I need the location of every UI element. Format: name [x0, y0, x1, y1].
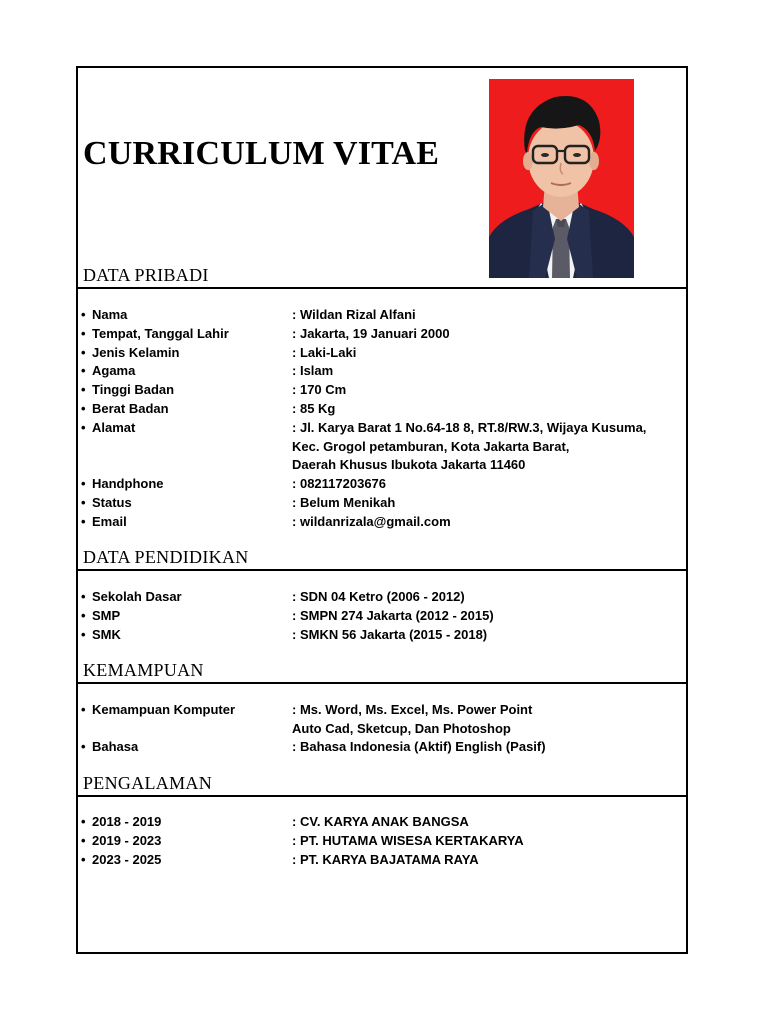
field-value: : Jakarta, 19 Januari 2000 — [292, 326, 450, 341]
field-label: Alamat — [92, 420, 136, 435]
field-label: Nama — [92, 307, 128, 322]
bullet-icon: • — [81, 476, 86, 491]
document-title: CURRICULUM VITAE — [83, 135, 440, 172]
field-label: Sekolah Dasar — [92, 589, 182, 604]
bullet-icon: • — [81, 495, 86, 510]
field-value: : 170 Cm — [292, 382, 347, 397]
field-label: SMK — [92, 627, 121, 642]
list-item — [78, 606, 678, 625]
field-label: 2019 - 2023 — [92, 833, 162, 848]
field-label: Bahasa — [92, 739, 139, 754]
field-value: : SDN 04 Ketro (2006 - 2012) — [292, 589, 465, 604]
bullet-icon: • — [81, 627, 86, 642]
section-divider — [78, 569, 686, 571]
field-label: 2023 - 2025 — [92, 852, 162, 867]
section-divider — [78, 287, 686, 289]
bullet-icon: • — [81, 382, 86, 397]
list-item — [78, 625, 678, 644]
field-value-continuation: Kec. Grogol petamburan, Kota Jakarta Barat, — [292, 439, 570, 454]
field-label: SMP — [92, 608, 121, 623]
field-value: : Belum Menikah — [292, 495, 396, 510]
field-value: : Islam — [292, 363, 334, 378]
field-label: Agama — [92, 363, 136, 378]
field-value: : wildanrizala@gmail.com — [292, 514, 451, 529]
cv-frame — [76, 66, 688, 954]
field-value: : PT. HUTAMA WISESA KERTAKARYA — [292, 833, 524, 848]
field-value: : Laki-Laki — [292, 345, 357, 360]
list-item — [78, 474, 678, 493]
field-value: : Wildan Rizal Alfani — [292, 307, 416, 322]
section-divider — [78, 682, 686, 684]
field-value: : Jl. Karya Barat 1 No.64-18 8, RT.8/RW.3, Wijaya Kusuma, — [292, 420, 647, 435]
bullet-icon: • — [81, 307, 86, 322]
field-value: : 85 Kg — [292, 401, 336, 416]
bullet-icon: • — [81, 401, 86, 416]
list-item — [78, 850, 678, 869]
list-item — [78, 418, 678, 437]
field-value: : Bahasa Indonesia (Aktif) English (Pasif) — [292, 739, 546, 754]
section-divider — [78, 795, 686, 797]
field-value-continuation: Auto Cad, Sketcup, Dan Photoshop — [292, 721, 511, 736]
bullet-icon: • — [81, 363, 86, 378]
list-item — [78, 343, 678, 362]
list-item — [78, 812, 678, 831]
list-item — [78, 305, 678, 324]
field-value: : 082117203676 — [292, 476, 387, 491]
field-value: : CV. KARYA ANAK BANGSA — [292, 814, 469, 829]
list-item — [78, 493, 678, 512]
field-label: Jenis Kelamin — [92, 345, 180, 360]
portrait-icon — [489, 79, 634, 278]
section-title-kemampuan: KEMAMPUAN — [83, 660, 204, 680]
list-item — [78, 380, 678, 399]
bullet-icon: • — [81, 739, 86, 754]
field-value: : SMKN 56 Jakarta (2015 - 2018) — [292, 627, 488, 642]
section-title-pengalaman: PENGALAMAN — [83, 773, 212, 793]
field-label: Email — [92, 514, 127, 529]
list-item — [78, 324, 678, 343]
bullet-icon: • — [81, 514, 86, 529]
bullet-icon: • — [81, 326, 86, 341]
profile-photo — [489, 79, 634, 278]
field-label: Kemampuan Komputer — [92, 702, 236, 717]
list-item — [78, 512, 678, 531]
list-item — [78, 737, 678, 756]
section-title-data-pendidikan: DATA PENDIDIKAN — [83, 547, 249, 567]
list-item — [78, 831, 678, 850]
bullet-icon: • — [81, 420, 86, 435]
bullet-icon: • — [81, 702, 86, 717]
field-label: Berat Badan — [92, 401, 169, 416]
list-item — [78, 361, 678, 380]
field-label: Handphone — [92, 476, 164, 491]
bullet-icon: • — [81, 814, 86, 829]
field-value: : SMPN 274 Jakarta (2012 - 2015) — [292, 608, 494, 623]
section-title-data-pribadi: DATA PRIBADI — [83, 265, 209, 285]
list-item-continuation — [78, 437, 678, 456]
field-value: : PT. KARYA BAJATAMA RAYA — [292, 852, 479, 867]
field-value: : Ms. Word, Ms. Excel, Ms. Power Point — [292, 702, 533, 717]
list-item-continuation — [78, 455, 678, 474]
field-label: Tinggi Badan — [92, 382, 175, 397]
list-item-continuation — [78, 719, 678, 738]
field-label: 2018 - 2019 — [92, 814, 162, 829]
field-value-continuation: Daerah Khusus Ibukota Jakarta 11460 — [292, 457, 526, 472]
bullet-icon: • — [81, 608, 86, 623]
list-item — [78, 587, 678, 606]
bullet-icon: • — [81, 852, 86, 867]
field-label: Tempat, Tanggal Lahir — [92, 326, 229, 341]
bullet-icon: • — [81, 589, 86, 604]
bullet-icon: • — [81, 345, 86, 360]
list-item — [78, 700, 678, 719]
field-label: Status — [92, 495, 132, 510]
bullet-icon: • — [81, 833, 86, 848]
list-item — [78, 399, 678, 418]
